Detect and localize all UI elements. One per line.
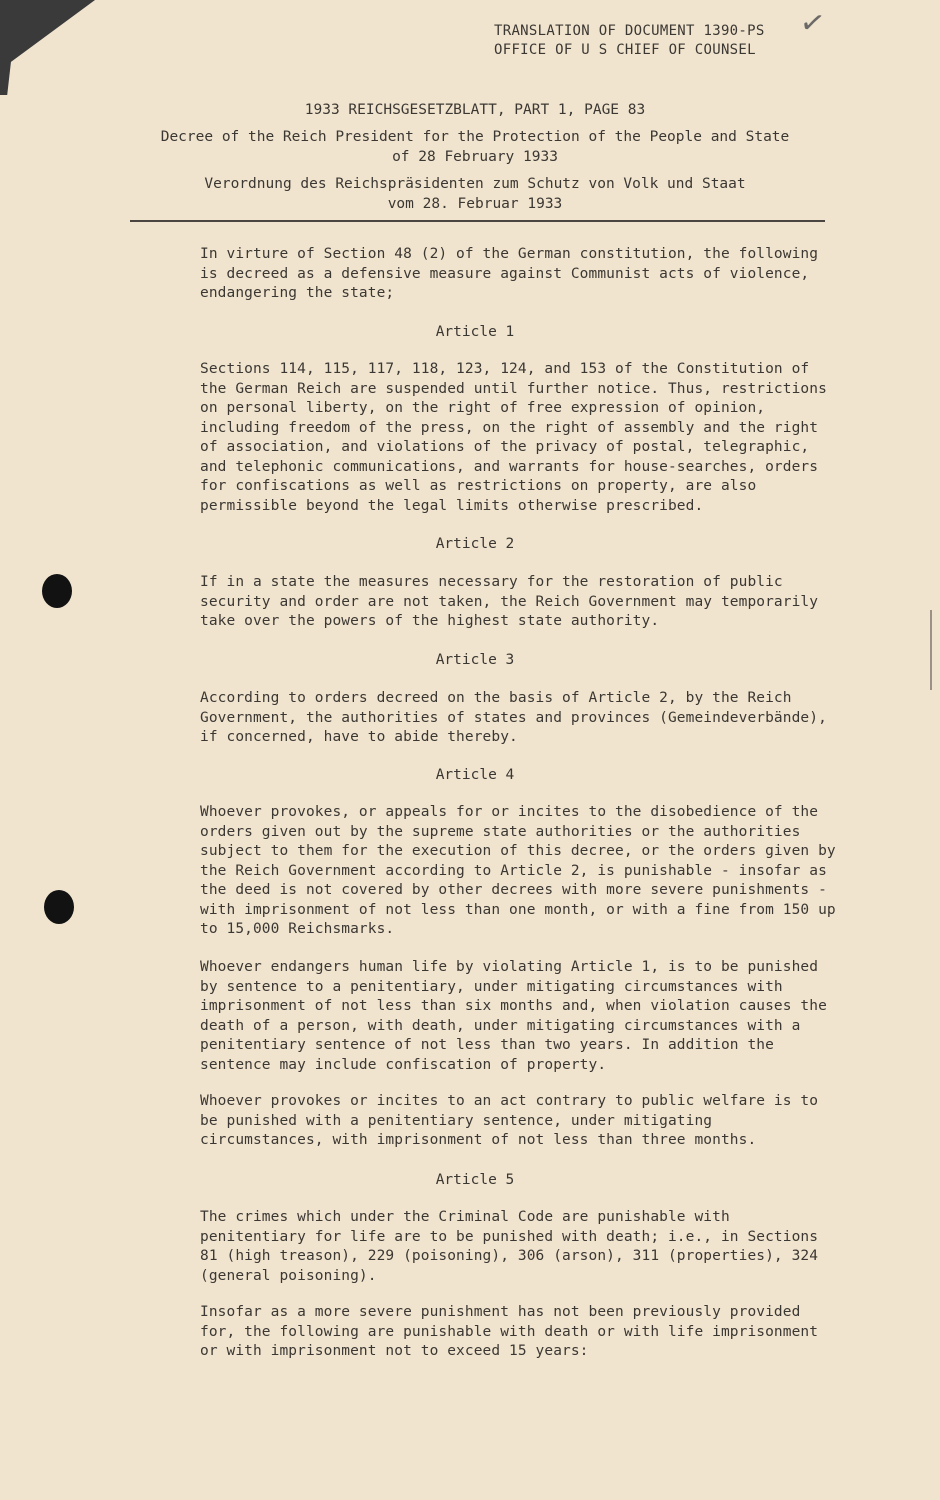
english-title-line-2: of 28 February 1933 <box>392 149 558 165</box>
article-5-heading: Article 5 <box>435 1172 515 1188</box>
preamble-text: In virture of Section 48 (2) of the German constitution, the following is decreed as a defensive measure against Communist acts of violence, endangering the state; <box>200 246 819 301</box>
article-1-paragraph-1 <box>104 360 839 516</box>
article-5-paragraph-1 <box>104 1208 839 1286</box>
german-title-line-1: Verordnung des Reichspräsidenten zum Schutz von Volk und Staat <box>204 176 746 192</box>
german-title-line-2: vom 28. Februar 1933 <box>387 196 563 212</box>
english-title-line-1: Decree of the Reich President for the Protection of the People and State <box>160 129 790 145</box>
article-3-paragraph-1 <box>104 689 839 748</box>
punch-hole-top <box>42 574 72 608</box>
article-3-text: According to orders decreed on the basis of Article 2, by the Reich Government, the authorities of states and provinces (Gemeindeverbände), if concerned, have to abide thereby. <box>200 690 827 745</box>
preamble-paragraph <box>104 245 839 304</box>
article-4-heading: Article 4 <box>435 767 515 783</box>
article-1-heading: Article 1 <box>435 324 515 340</box>
article-2-heading: Article 2 <box>435 536 515 552</box>
article-5-paragraph-2 <box>104 1303 839 1362</box>
article-5-text-1: The crimes which under the Criminal Code are punishable with penitentiary for life are to be punished with death; i.e., in Sections 81 (high treason), 229 (poisoning), 306 (arson), 311 (properties), 324 (general poisoning). <box>200 1209 819 1284</box>
check-mark-icon: ✓ <box>797 4 828 43</box>
title-divider <box>130 220 825 222</box>
article-4-text-1: Whoever provokes, or appeals for or incites to the disobedience of the orders given out by the supreme state authorities or the authorities subject to them for the execution of this decree, or the orders given by the Reich Government according to Article 2, is punishable - insofar as the deed is not covered by other decrees with more severe punishments - with imprisonment of not less than one month, or with a fine from 150 up to 15,000 Reichsmarks. <box>200 804 836 937</box>
article-2-text: If in a state the measures necessary for the restoration of public security and order are not taken, the Reich Government may temporarily take over the powers of the highest state authority. <box>200 574 819 629</box>
header-translation-line: TRANSLATION OF DOCUMENT 1390-PS <box>494 23 765 39</box>
document-header <box>494 22 765 60</box>
header-office-line: OFFICE OF U S CHIEF OF COUNSEL <box>494 42 756 58</box>
article-3-heading: Article 3 <box>435 652 515 668</box>
article-1-text: Sections 114, 115, 117, 118, 123, 124, and 153 of the Constitution of the German Reich are suspended until further notice. Thus, restrictions on personal liberty, on the right of free expression of opinion, including freedom of the press, on the right of assembly and the right of association, and violations of the privacy of postal, telegraphic, and telephonic communications, and warrants for house-searches, orders for confiscations as well as restrictions on property, are also permissible beyond the legal limits otherwise prescribed. <box>200 361 827 514</box>
article-2-paragraph-1 <box>104 573 839 632</box>
article-4-paragraph-1 <box>104 803 839 940</box>
article-4-text-3: Whoever provokes or incites to an act contrary to public welfare is to be punished with a penitentiary sentence, under mitigating circumstances, with imprisonment of not less than three months. <box>200 1093 819 1148</box>
article-5-text-2: Insofar as a more severe punishment has not been previously provided for, the following are punishable with death or with life imprisonment or with imprisonment not to exceed 15 years: <box>200 1304 819 1359</box>
citation-title: 1933 REICHSGESETZBLATT, PART 1, PAGE 83 <box>304 102 646 118</box>
article-4-text-2: Whoever endangers human life by violating Article 1, is to be punished by sentence to a penitentiary, under mitigating circumstances with imprisonment of not less than six months and, when violation causes the death of a person, with death, under mitigating circumstances with a penitentiary sentence of not less than two years. In addition the sentence may include confiscation of property. <box>200 959 827 1073</box>
punch-hole-bottom <box>44 890 74 924</box>
page-edge-mark <box>930 610 932 690</box>
article-4-paragraph-2 <box>104 958 839 1075</box>
article-4-paragraph-3 <box>104 1092 839 1151</box>
